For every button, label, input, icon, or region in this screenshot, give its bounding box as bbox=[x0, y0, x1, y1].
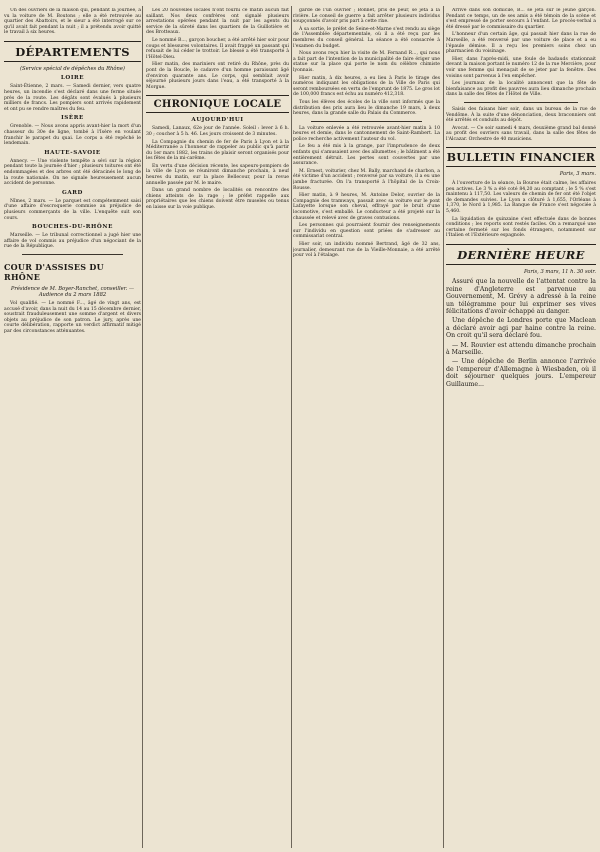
article-paragraph: Un des ouvriers de la maison qui, pendant la journée, a vu la voiture de M. Boutons ; elle a été retrouvée au quartier des Abattoirs, et le sieur a été interrogé sur ce qu'il avait fait pendant la nuit ; il a prétendu avoir quitté le travail à six heures. bbox=[4, 8, 141, 36]
article-paragraph: Avocat. — Ce soir samedi 4 mars, deuxième grand bal donné au profit des ouvriers sans travail, dans la salle des fêtes de l'Alcazar. Orchestre de 40 musiciens. bbox=[446, 125, 596, 142]
article-paragraph: Hier, dans l'après-midi, une foule de badauds stationnait devant la maison portant le numéro 12 de la rue Mercière, pour voir une femme qui menaçait de se jeter par la fenêtre. Des voisins sont parvenus à l'en empêcher. bbox=[446, 56, 596, 79]
article-paragraph: Assuré que la nouvelle de l'attentat contre la reine d'Angleterre est parvenue au Gouvernement, M. Grévy a adressé à la reine un télégramme pour lui exprimer ses vives félicitations d'avoir échappé au danger. bbox=[446, 278, 596, 316]
article-paragraph: Vol qualifié. — Le nommé F..., âgé de vingt ans, est accusé d'avoir, dans la nuit du 14 au 15 décembre dernier, soustrait frauduleusement une somme d'argent et divers objets au préjudice de son patron. Le jury, après une courte délibération, rapporte un verdict affirmatif mitigé par des circonstances atténuantes. bbox=[4, 300, 141, 334]
article-paragraph: Hier matin, des mariniers ont retiré du Rhône, près du pont de la Boucle, le cadavre d'un homme paraissant âgé d'environ quarante ans. Le corps, qui semblait avoir séjourné plusieurs jours dans l'eau, a été transporté à la Morgue. bbox=[146, 62, 289, 90]
article-paragraph: Dans un grand nombre de localités on rencontre des chiens atteints de la rage ; le préfet rappelle aux propriétaires que les chiens doivent être muselés ou tenus en laisse sur la voie publique. bbox=[146, 188, 289, 211]
section-subtitle: AUJOURD'HUI bbox=[191, 117, 244, 124]
article-paragraph: M. Ernest, voiturier, chez M. Bally, marchand de charbon, a été victime d'un accident ; renversé par sa voiture, il a eu une jambe fracturée. On l'a transporté à l'hôpital de la Croix-Rousse. bbox=[293, 168, 440, 191]
article-paragraph: Nîmes, 2 mars. — Le parquet est compétemment saisi d'une affaire d'escroquerie commise au préjudice de plusieurs commerçants de la ville. L'enquête suit son cours. bbox=[4, 198, 141, 221]
section-heading-chronique-locale: CHRONIQUE LOCALE bbox=[146, 95, 289, 113]
section-heading-bulletin-financier: BULLETIN FINANCIER bbox=[446, 147, 596, 167]
article-paragraph: Saisis des faisans hier soir, dans un bureau de la rue de Vendôme. À la suite d'une dénonciation, deux braconniers ont été arrêtés et conduits au dépôt. bbox=[446, 106, 596, 124]
article-paragraph: Les journaux de la localité annoncent que la fête de bienfaisance au profit des pauvres aura lieu dimanche prochain dans la salle des fêtes de l'Hôtel de Ville. bbox=[446, 81, 596, 98]
column-rule bbox=[443, 6, 444, 848]
article-paragraph: Samedi, Lanaux, 62e jour de l'année. Soleil : lever à 6 h. 30 ; coucher à 5 h. 46. Les jours croissent de 3 minutes. bbox=[146, 126, 289, 137]
column-1 bbox=[4, 8, 141, 848]
region-heading-gard: GARD bbox=[61, 189, 84, 196]
article-paragraph: En vertu d'une décision récente, les sapeurs-pompiers de la ville de Lyon se réuniront dimanche prochain, à neuf heures du matin, sur la place Bellecour, pour la revue annuelle passée par M. le maire. bbox=[146, 163, 289, 186]
column-rule bbox=[291, 6, 292, 848]
article-paragraph: garde de l'un ouvrier ; Bonnet, pris de peur, se jeta à la rivière. Le conseil de guerre a fait arrêter plusieurs individus soupçonnés d'avoir pris part à cette rixe. bbox=[293, 8, 440, 25]
region-heading-bouches-du-rhone: BOUCHES-DU-RHÔNE bbox=[32, 224, 113, 231]
region-heading-haute-savoie: HAUTE-SAVOIE bbox=[44, 149, 101, 156]
article-paragraph: La Compagnie du chemin de fer de Paris à Lyon et à la Méditerranée a l'honneur de rappeler au public qu'à partir du 1er mars 1882, les trains de plaisir seront organisés pour les fêtes de la mi-carême. bbox=[146, 139, 289, 162]
article-paragraph: Le feu a été mis à la grange, par l'imprudence de deux enfants qui s'amusaient avec des allumettes ; le bâtiment a été entièrement détruit. Les pertes sont couvertes par une assurance. bbox=[293, 144, 440, 167]
section-subtitle: (Service spécial de dépêches du Rhône) bbox=[20, 65, 125, 72]
separator bbox=[22, 254, 123, 255]
region-heading-loire: LOIRE bbox=[60, 75, 85, 82]
article-paragraph: Nous avons reçu hier la visite de M. Fernand R..., qui nous a fait part de l'intention de la municipalité de faire ériger une statue sur la place qui porte le nom du célèbre chimiste lyonnais. bbox=[293, 51, 440, 73]
article-paragraph: Hier soir, un individu nommé Bertrand, âgé de 32 ans, journalier, demeurant rue de la Vieille-Monnaie, a été arrêté pour vol à l'étalage. bbox=[293, 241, 440, 259]
section-subtitle: Présidence de M. Boyer-Ranchet, conseiller. — Audience du 2 mars 1882 bbox=[10, 285, 135, 299]
article-paragraph: Hier matin, à 9 heures, M. Antoine Delor, ouvrier de la Compagnie des tramways, passait avec sa voiture sur le pont Lafayette lorsque son cheval, effrayé par le bruit d'une locomotive, s'est emballé. Le conducteur a été projeté sur la chaussée et relevé avec de graves contusions. bbox=[293, 193, 440, 221]
separator bbox=[464, 102, 578, 103]
dateline: Paris, 3 mars, 11 h. 30 soir. bbox=[524, 268, 596, 275]
article-paragraph: À l'ouverture de la séance, la Bourse était calme, les affaires peu actives. Le 3 % a été coté 84,20 au comptant ; le 5 % s'est maintenu à 117,50. Les valeurs de chemin de fer ont été l'objet de demandes suivies. Le Lyon a clôturé à 1,655, l'Orléans à 1,370, le Nord à 1,985. La Banque de France s'est négociée à 5,460. bbox=[446, 180, 596, 214]
article-paragraph: Tous les élèves des écoles de la ville sont informés que la distribution des prix aura lieu le dimanche 19 mars, à deux heures, dans la grande salle du Palais du Commerce. bbox=[293, 99, 440, 117]
section-heading-derniere-heure: DERNIÈRE HEURE bbox=[446, 244, 596, 265]
section-heading-departements: DÉPARTEMENTS bbox=[4, 41, 141, 62]
article-paragraph: Le nommé B..., garçon boucher, a été arrêté hier soir pour coups et blessures volontaires. Il avait frappé un passant qui refusait de lui céder le trottoir. Le blessé a été transporté à l'Hôtel-Dieu. bbox=[146, 37, 289, 60]
dateline: Paris, 3 mars. bbox=[559, 171, 596, 178]
separator bbox=[311, 121, 422, 122]
article-paragraph: Grenoble. — Nous avons appris avant-hier la mort d'un chasseur du 30e de ligne, tombé à l'Isère en voulant franchir le parapet du quai. Le corps a été repêché le lendemain. bbox=[4, 124, 141, 147]
article-paragraph: Saint-Étienne, 2 mars. — Samedi dernier, vers quatre heures, un incendie s'est déclaré dans une ferme située près de la route. Les dégâts sont évalués à plusieurs milliers de francs. Les pompiers sont arrivés rapidement et ont pu se rendre maîtres du feu. bbox=[4, 84, 141, 112]
region-heading-isere: ISÈRE bbox=[61, 115, 84, 122]
article-paragraph: — Une dépêche de Berlin annonce l'arrivée de l'empereur d'Allemagne à Wiesbaden, où il doit séjourner quelques jours. L'empereur Guillaume... bbox=[446, 358, 596, 388]
article-paragraph: — M. Rouvier est attendu dimanche prochain à Marseille. bbox=[446, 341, 596, 357]
column-3 bbox=[293, 8, 440, 848]
article-paragraph: Les personnes qui pourraient fournir des renseignements sur l'individu en question sont priées de s'adresser au commissariat central. bbox=[293, 223, 440, 240]
article-paragraph: Annecy. — Une violente tempête a sévi sur la région pendant toute la journée d'hier ; plusieurs toitures ont été endommagées et des arbres ont été déracinés le long de la route nationale. On ne signale heureusement aucun accident de personne. bbox=[4, 158, 141, 187]
article-paragraph: Hier matin, à dix heures, a eu lieu à Paris le tirage des numéros indiquant les obligations de la Ville de Paris qui seront remboursées en vertu de l'emprunt de 1875. Le gros lot de 100,000 francs est échu au numéro 412,318. bbox=[293, 75, 440, 98]
article-paragraph: La liquidation de quinzaine s'est effectuée dans de bonnes conditions ; les reports sont restés faciles. On a remarqué une certaine fermeté sur les fonds étrangers, notamment sur l'Italien et l'Extérieure espagnole. bbox=[446, 216, 596, 239]
column-2 bbox=[146, 8, 289, 848]
article-paragraph: Les 20 nouvelles locales n'ont fourni ce matin aucun fait saillant. Nos deux confrères ont signalé plusieurs arrestations opérées pendant la nuit par les agents du service de la sûreté dans les quartiers de la Guillotière et des Brotteaux. bbox=[146, 8, 289, 36]
section-heading-cour-assises: COUR D'ASSISES DU RHÔNE bbox=[4, 261, 104, 282]
article-paragraph: La voiture enlevée a été retrouvée avant-hier matin à 10 heures et demie, dans le cantonnement de Saint-Rambert. La police recherche activement l'auteur du vol. bbox=[293, 125, 440, 142]
article-paragraph: Une dépêche de Londres porte que Maclean a déclaré avoir agi par haine contre la reine. On croit qu'il sera déclaré fou. bbox=[446, 317, 596, 340]
column-4 bbox=[446, 8, 596, 848]
article-paragraph: Marseille. — Le tribunal correctionnel a jugé hier une affaire de vol commis au préjudice d'un négociant de la rue de la République. bbox=[4, 233, 141, 250]
column-rule bbox=[142, 6, 143, 848]
article-paragraph: L'honneur d'un certain âge, qui passait hier dans la rue de Marseille, a été renversé par une voiture de place et a eu l'épaule démise. Il a reçu les premiers soins chez un pharmacien du voisinage. bbox=[446, 32, 596, 55]
article-paragraph: À sa sortie, le préfet de Seine-et-Marne s'est rendu au siège de l'Assemblée départementale, où il a été reçu par les membres du conseil général. La séance a été consacrée à l'examen du budget. bbox=[293, 26, 440, 49]
article-paragraph: Arrivé dans son domicile, B... se jeta sur le jeune garçon. Pendant ce temps, un de ses amis a été témoin de la scène et s'est empressé de porter secours à l'enfant. Le procès-verbal a été dressé par le commissaire du quartier. bbox=[446, 8, 596, 30]
